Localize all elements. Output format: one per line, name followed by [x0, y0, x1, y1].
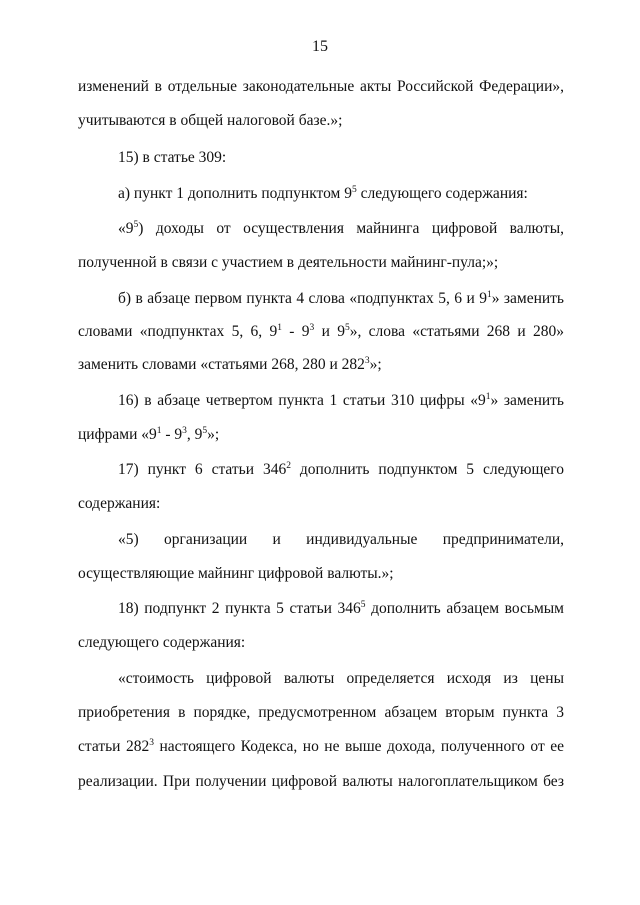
text-segment: 15) в статье 309: — [118, 149, 227, 166]
superscript: 2 — [286, 461, 291, 471]
text-line — [78, 739, 564, 755]
text-line — [118, 291, 564, 307]
text-segment: заменить словами «статьями 268, 280 и 282 — [78, 356, 365, 373]
text-segment: «5) организации и индивидуальные предприниматели, — [118, 531, 564, 548]
text-segment: - 9 — [281, 323, 310, 340]
text-segment: ) доходы от осуществления майнинга цифровой валюты, — [138, 220, 564, 237]
text-segment: учитываются в общей налоговой базе.»; — [78, 112, 343, 129]
text-segment: и 9 — [314, 323, 345, 340]
superscript: 1 — [277, 323, 282, 333]
text-line — [78, 357, 564, 373]
text-line — [78, 774, 564, 790]
superscript: 5 — [202, 426, 208, 436]
text-line — [118, 671, 564, 687]
text-segment: дополнить абзацем восьмым — [365, 600, 564, 617]
text-segment: статьи 282 — [78, 738, 150, 755]
text-line — [78, 79, 564, 95]
text-line — [78, 113, 564, 129]
superscript: 3 — [309, 323, 315, 333]
text-line — [118, 221, 564, 237]
text-line — [118, 186, 564, 202]
superscript: 1 — [486, 290, 492, 300]
text-segment: 17) пункт 6 статьи 346 — [118, 461, 287, 478]
text-segment: реализации. При получении цифровой валюты налогоплательщиком без — [78, 773, 564, 790]
text-segment: осуществляющие майнинг цифровой валюты.»; — [78, 565, 394, 582]
superscript: 5 — [351, 185, 357, 195]
text-segment: »; — [207, 426, 220, 443]
superscript: 3 — [364, 356, 370, 366]
text-line — [118, 393, 564, 409]
text-segment: 16) в абзаце четвертом пункта 1 статьи 310 цифры «9 — [118, 392, 486, 409]
text-segment: «стоимость цифровой валюты определяется исходя из цены — [118, 670, 564, 687]
text-segment: »; — [369, 356, 382, 373]
text-segment: изменений в отдельные законодательные акты Российской Федерации», — [78, 78, 564, 95]
superscript: 5 — [344, 323, 350, 333]
superscript: 1 — [156, 426, 162, 436]
text-segment: следующего содержания: — [356, 185, 528, 202]
text-segment: », слова «статьями 268 и 280» — [349, 323, 564, 340]
page-number: 15 — [312, 38, 328, 55]
text-segment: следующего содержания: — [78, 634, 246, 651]
text-line — [78, 255, 564, 271]
text-segment: настоящего Кодекса, но не выше дохода, полученного от ее — [153, 738, 564, 755]
text-segment: - 9 — [161, 426, 183, 443]
superscript: 5 — [360, 600, 366, 610]
text-segment: » заменить — [490, 392, 564, 409]
text-segment: «9 — [118, 220, 134, 237]
text-segment: словами «подпунктах 5, 6, 9 — [78, 323, 278, 340]
text-segment: цифрами «9 — [78, 426, 157, 443]
text-segment: содержания: — [78, 495, 161, 512]
text-line — [78, 705, 564, 721]
superscript: 3 — [182, 426, 187, 436]
text-line — [78, 566, 564, 582]
text-line — [78, 324, 564, 340]
text-line — [118, 532, 564, 548]
text-segment: 18) подпункт 2 пункта 5 статьи 346 — [118, 600, 361, 617]
superscript: 3 — [149, 738, 154, 748]
text-line — [118, 601, 564, 617]
text-segment: полученной в связи с участием в деятельности майнинг-пула;»; — [78, 254, 499, 271]
superscript: 5 — [133, 220, 139, 230]
text-segment: а) пункт 1 дополнить подпунктом 9 — [118, 185, 352, 202]
superscript: 1 — [485, 392, 491, 402]
text-line — [78, 635, 564, 651]
text-segment: приобретения в порядке, предусмотренном абзацем вторым пункта 3 — [78, 704, 564, 721]
text-line — [78, 496, 564, 512]
text-line — [78, 427, 564, 443]
text-line — [118, 150, 564, 166]
text-segment: » заменить — [491, 290, 565, 307]
text-line — [118, 462, 564, 478]
text-segment: , 9 — [186, 426, 203, 443]
text-segment: б) в абзаце первом пункта 4 слова «подпунктах 5, 6 и 9 — [118, 290, 487, 307]
text-segment: дополнить подпунктом 5 следующего — [290, 461, 565, 478]
